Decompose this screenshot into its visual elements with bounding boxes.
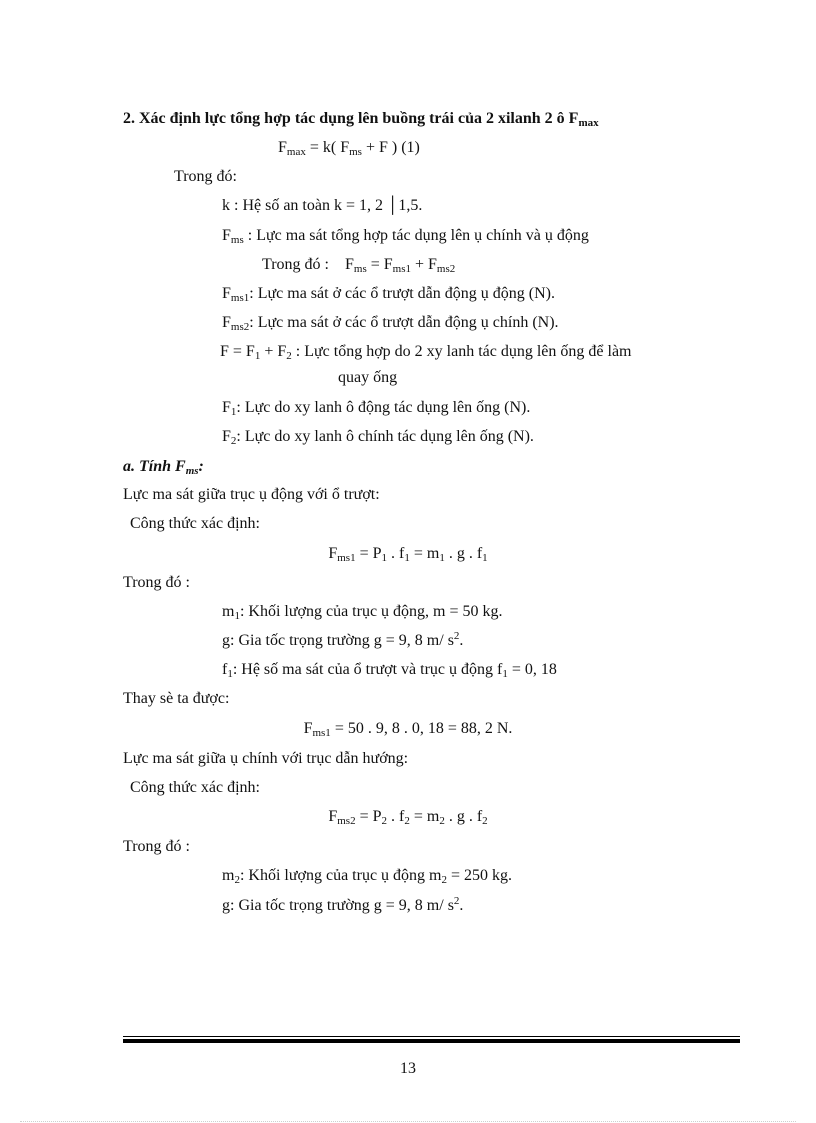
section-heading: 2. Xác định lực tổng hợp tác dụng lên buồng trái của 2 xilanh 2 ô $F_{max}$: [123, 110, 599, 129]
fms-definition: $F_{ms}$ : Lực ma sát tổng hợp tác dụng lên ụ chính và ụ động: [222, 227, 589, 246]
footer-rule-thick: [123, 1039, 740, 1043]
paragraph-text: Công thức xác định:: [130, 515, 260, 532]
equation-fms1-result: $F_{ms1} = 50$ . 9, 8 . 0, 18 = 88, 2 N.: [303, 720, 513, 739]
f1-definition: $F_1$: Lực do xy lanh ô động tác dụng lên ống (N).: [222, 399, 531, 418]
paragraph-text: Công thức xác định:: [130, 779, 260, 796]
page-bottom-dotted-border: [20, 1121, 796, 1122]
gravity-definition: g: Gia tốc trọng trường g = 9, 8 m/ $s^2$.: [222, 895, 464, 914]
paragraph-text: Lực ma sát giữa ụ chính với trục dẫn hướng:: [123, 750, 409, 767]
gravity-definition: g: Gia tốc trọng trường g = 9, 8 m/ $s^2$.: [222, 630, 464, 649]
m1-definition: $m_1$: Khối lượng của trục ụ động, m = 50 kg.: [222, 603, 503, 622]
m2-definition: $m_2$: Khối lượng của trục ụ động $m_2 = 250$ kg.: [222, 867, 513, 886]
page-number: 13: [400, 1060, 416, 1077]
trong-do-label: Trong đó:: [174, 168, 237, 185]
fms-equation: Trong đó : $F_{ms} = F_{ms1} + F_{ms2}$: [262, 256, 456, 275]
trong-do-label: Trong đó :: [123, 838, 190, 855]
equation-fms2: $F_{ms2} = P_2$ . $f_2 = m_2$ . g . $f_2$: [328, 808, 488, 827]
trong-do-label: Trong đó :: [123, 574, 190, 591]
subsection-heading: a. Tính $F_{ms}$:: [123, 458, 204, 477]
fms1-definition: $F_{ms1}$: Lực ma sát ở các ổ trượt dẫn động ụ động (N).: [222, 285, 555, 304]
safety-factor-line: k : Hệ số an toàn k = 1, 2 │1,5.: [222, 197, 423, 214]
equation-fms1: $F_{ms1} = P_1$ . $f_1 = m_1$ . g . $f_1$: [328, 545, 488, 564]
equation-fmax: $F_{max} = k$( $F_{ms} + F$ ) (1): [278, 139, 420, 158]
f2-definition: $F_2$: Lực do xy lanh ô chính tác dụng lên ống (N).: [222, 428, 534, 447]
friction-coefficient-definition: $f_1$: Hệ số ma sát của ổ trượt và trục ụ động $f_1 = 0$, 18: [222, 661, 557, 680]
f-definition-continued: quay ống: [338, 369, 398, 386]
fms2-definition: $F_{ms2}$: Lực ma sát ở các ổ trượt dẫn động ụ chính (N).: [222, 314, 559, 333]
paragraph-text: Thay sè ta được:: [123, 690, 230, 707]
footer-rule-thin: [123, 1036, 740, 1037]
paragraph-text: Lực ma sát giữa trục ụ động với ổ trượt:: [123, 486, 380, 503]
f-definition: $F = F_1 + F_2$ : Lực tổng hợp do 2 xy lanh tác dụng lên ống để làm: [220, 343, 632, 362]
